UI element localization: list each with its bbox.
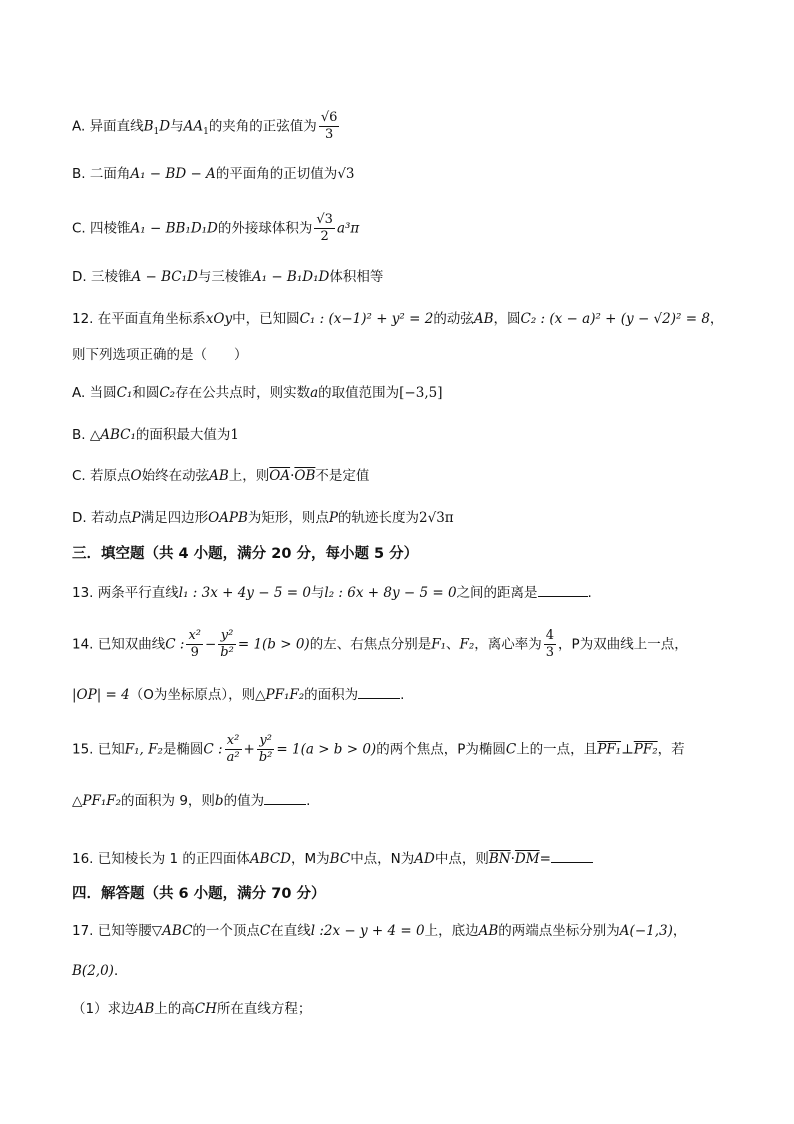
math: l₁ : 3x + 4y − 5 = 0 [178, 585, 311, 601]
option-text: 不是定值 [315, 468, 370, 484]
math: C [505, 741, 517, 758]
vector: $\overline{OB}$ [294, 468, 316, 484]
option-label: D. [72, 510, 87, 526]
math: A₁ − BB₁D₁D [130, 220, 218, 237]
stem-text: 则下列选项正确的是（ ） [72, 347, 248, 363]
math: F₂ [459, 636, 475, 653]
stem-text: ，M为 [291, 851, 330, 867]
answer-blank[interactable] [538, 582, 588, 597]
option-text: 若动点 [90, 510, 132, 526]
option-text: 的轨迹长度为 [338, 510, 419, 526]
math: AB [134, 1001, 155, 1017]
math: = 1(b > 0) [237, 636, 310, 653]
q12-stem-line1 [72, 310, 732, 328]
option-text: 与 [170, 118, 184, 135]
q12-option-a [72, 384, 732, 402]
math: P [328, 510, 338, 526]
stem-text: 是椭圆 [162, 741, 204, 758]
math: = [539, 851, 551, 867]
math: B [143, 118, 154, 135]
math: C₁ : (x−1)² + y² = 2 [299, 311, 434, 327]
math: b [214, 793, 224, 809]
section-title: 三．填空题（共 4 小题，满分 20 分，每小题 5 分） [72, 546, 419, 562]
stem-text: ，圆 [493, 311, 521, 327]
math: △PF₁F₂ [255, 687, 305, 703]
math: B(2,0) [72, 963, 114, 979]
option-text: 二面角 [89, 166, 131, 182]
math: l : [310, 923, 324, 939]
stem-text: 的值为 [223, 793, 265, 809]
q17-line1 [72, 922, 732, 940]
stem-text: ，P为双曲线上一点， [558, 636, 688, 653]
stem-text: 16. 已知棱长为 1 的正四面体 [72, 851, 250, 867]
math: = 1(a > b > 0) [276, 741, 377, 758]
stem-text: 、 [445, 636, 460, 653]
q16 [72, 848, 732, 868]
vector: $\overline{BN}$ [488, 851, 511, 867]
math: · [290, 468, 295, 484]
q12-option-b [72, 426, 732, 444]
option-text: 始终在动弦 [141, 468, 210, 484]
math: A(−1,3) [619, 923, 673, 939]
option-label: A. [72, 385, 86, 401]
fraction-numerator: y² [257, 733, 275, 750]
stem-text: 中点，则 [434, 851, 489, 867]
math: + [243, 741, 255, 758]
math: OAPB [208, 510, 248, 526]
option-text: 上，则 [228, 468, 270, 484]
math: A − BC₁D [131, 269, 198, 285]
section-title: 四．解答题（共 6 小题，满分 70 分） [72, 886, 326, 902]
math: C : [203, 741, 223, 758]
stem-text: 之间的距离是 [456, 585, 538, 601]
fraction [257, 733, 275, 766]
stem-text: 17. 已知等腰 [72, 923, 152, 939]
q15-line2 [72, 790, 732, 810]
fraction-denominator: 3 [324, 127, 334, 142]
math: △PF₁F₂ [72, 793, 122, 809]
q15-line1 [72, 733, 732, 766]
stem-text: 的两端点坐标分别为 [498, 923, 620, 939]
option-label: B. [72, 166, 86, 182]
math: AA [183, 118, 204, 135]
math: AB [209, 468, 229, 484]
stem-text: ． [113, 963, 128, 979]
stem-text: 12. 在平面直角坐标系 [72, 311, 206, 327]
vector: PF₁ [597, 741, 622, 758]
fraction-denominator: 3 [545, 645, 555, 660]
stem-text: 与 [310, 585, 325, 601]
math: AB [473, 311, 494, 327]
fraction-numerator: 4 [545, 628, 555, 643]
math: A₁ − BD − A [130, 166, 216, 182]
option-text: 的平面角的正切值为 [215, 166, 338, 182]
math: ▽ABC [151, 923, 193, 939]
math: a [310, 385, 319, 401]
math: C₁ [116, 385, 133, 401]
fraction [225, 733, 242, 766]
q12-option-d [72, 509, 732, 527]
fraction [186, 628, 203, 661]
stem-text: ， [672, 923, 687, 939]
stem-text: 的左、右焦点分别是 [309, 636, 432, 653]
math: F₁ [431, 636, 446, 653]
option-text: 的取值范围为 [318, 385, 400, 401]
stem-text: 所在直线方程； [216, 1001, 312, 1017]
math: 1 [230, 427, 239, 443]
option-label: C. [72, 220, 86, 237]
option-text: 为矩形，则点 [247, 510, 329, 526]
fraction-denominator: b² [258, 750, 273, 765]
math: 2√3π [419, 510, 454, 526]
stem-text: （O为坐标原点），则 [129, 687, 256, 703]
option-text: 与三棱锥 [197, 269, 252, 285]
math: l₂ : 6x + 8y − 5 = 0 [324, 585, 457, 601]
stem-text: 中点，N为 [350, 851, 415, 867]
stem-text: ， [709, 311, 724, 327]
answer-blank[interactable] [358, 684, 400, 699]
q13 [72, 582, 732, 602]
stem-text: 的面积为 9，则 [121, 793, 215, 809]
math: C₂ [159, 385, 176, 401]
q11-option-d [72, 268, 732, 286]
math: ABCD [249, 851, 292, 867]
stem-text: 的一个顶点 [192, 923, 260, 939]
math: △ABC₁ [89, 427, 136, 443]
q14-line1 [72, 628, 732, 661]
fraction [314, 212, 335, 245]
math: xOy [205, 311, 233, 327]
stem-text: . [587, 585, 592, 601]
stem-text: . [306, 793, 311, 809]
option-text: 若原点 [90, 468, 131, 484]
fraction-denominator: 9 [190, 645, 199, 660]
fraction-numerator: x² [188, 628, 201, 643]
math: AB [478, 923, 499, 939]
fraction-numerator: √6 [320, 110, 338, 125]
option-text: 和圆 [132, 385, 160, 401]
stem-text: 在直线 [270, 923, 311, 939]
math: − [204, 636, 217, 653]
math: D [159, 118, 171, 135]
math: √3 [337, 166, 355, 182]
option-text: 的夹角的正弦值为 [208, 118, 317, 135]
option-text: 的面积最大值为 [135, 427, 231, 443]
stem-text: 14. 已知双曲线 [72, 636, 166, 653]
option-text: 体积相等 [329, 269, 384, 285]
answer-blank[interactable] [551, 848, 593, 863]
stem-text: 15. 已知 [72, 741, 125, 758]
q12-option-c [72, 467, 732, 485]
option-text: 三棱锥 [90, 269, 132, 285]
option-label: A. [72, 118, 86, 135]
fraction [544, 628, 556, 661]
stem-text: （1）求边 [72, 1001, 135, 1017]
math: ⊥ [621, 741, 634, 758]
fraction [218, 628, 236, 661]
stem-text: 上的一点，且 [516, 741, 598, 758]
stem-text: ，若 [657, 741, 685, 758]
math: · [510, 851, 515, 867]
math: C : [165, 636, 185, 653]
fraction-numerator: y² [218, 628, 236, 645]
section-4-heading [72, 885, 732, 903]
fraction-denominator: 2 [320, 229, 329, 244]
stem-text: 上的高 [154, 1001, 195, 1017]
stem-text: ，离心率为 [474, 636, 542, 653]
math: AD [414, 851, 435, 867]
fraction-numerator: x² [225, 733, 242, 750]
vector: $\overline{OA}$ [269, 468, 291, 484]
vector: PF₂ [633, 741, 658, 758]
fraction [319, 110, 340, 143]
option-text: 的外接球体积为 [217, 220, 313, 237]
option-label: B. [72, 427, 86, 443]
math: C₂ : (x − a)² + (y − √2)² = 8 [520, 311, 710, 327]
math: O [130, 468, 142, 484]
option-text: 当圆 [89, 385, 117, 401]
vector: $\overline{DM}$ [514, 851, 540, 867]
option-label: D. [72, 269, 87, 285]
option-label: C. [72, 468, 86, 484]
q14-line2 [72, 684, 732, 704]
math-sub: 1 [203, 127, 209, 138]
math: |OP| = 4 [72, 687, 130, 703]
stem-text: 的两个焦点，P为椭圆 [376, 741, 506, 758]
stem-text: 中，已知圆 [232, 311, 300, 327]
math: P [131, 510, 141, 526]
q17-sub1 [72, 1000, 732, 1018]
q11-option-a [72, 110, 732, 143]
math: [−3,5] [399, 385, 443, 401]
math: BC [329, 851, 351, 867]
q17-line2 [72, 962, 732, 980]
math: CH [194, 1001, 217, 1017]
math: F₁, F₂ [124, 741, 163, 758]
section-3-heading [72, 545, 732, 563]
option-text: 存在公共点时，则实数 [175, 385, 311, 401]
option-text: 四棱锥 [90, 220, 131, 237]
stem-text: 的面积为 [304, 687, 359, 703]
stem-text: 上，底边 [424, 923, 479, 939]
stem-text: 的动弦 [433, 311, 474, 327]
stem-text: 13. 两条平行直线 [72, 585, 179, 601]
q11-option-b [72, 165, 732, 183]
answer-blank[interactable] [264, 790, 306, 805]
math: a³π [336, 220, 360, 237]
fraction-denominator: a² [226, 750, 240, 765]
option-text: 满足四边形 [140, 510, 209, 526]
math-sub: 1 [153, 127, 160, 138]
math: A₁ − B₁D₁D [251, 269, 330, 285]
fraction-numerator: √3 [316, 212, 333, 227]
q11-option-c [72, 212, 732, 245]
math: C [259, 923, 271, 939]
fraction-denominator: b² [220, 645, 234, 660]
q12-stem-line2 [72, 346, 732, 364]
option-text: 异面直线 [89, 118, 144, 135]
stem-text: . [400, 687, 405, 703]
math: 2x − y + 4 = 0 [323, 923, 425, 939]
